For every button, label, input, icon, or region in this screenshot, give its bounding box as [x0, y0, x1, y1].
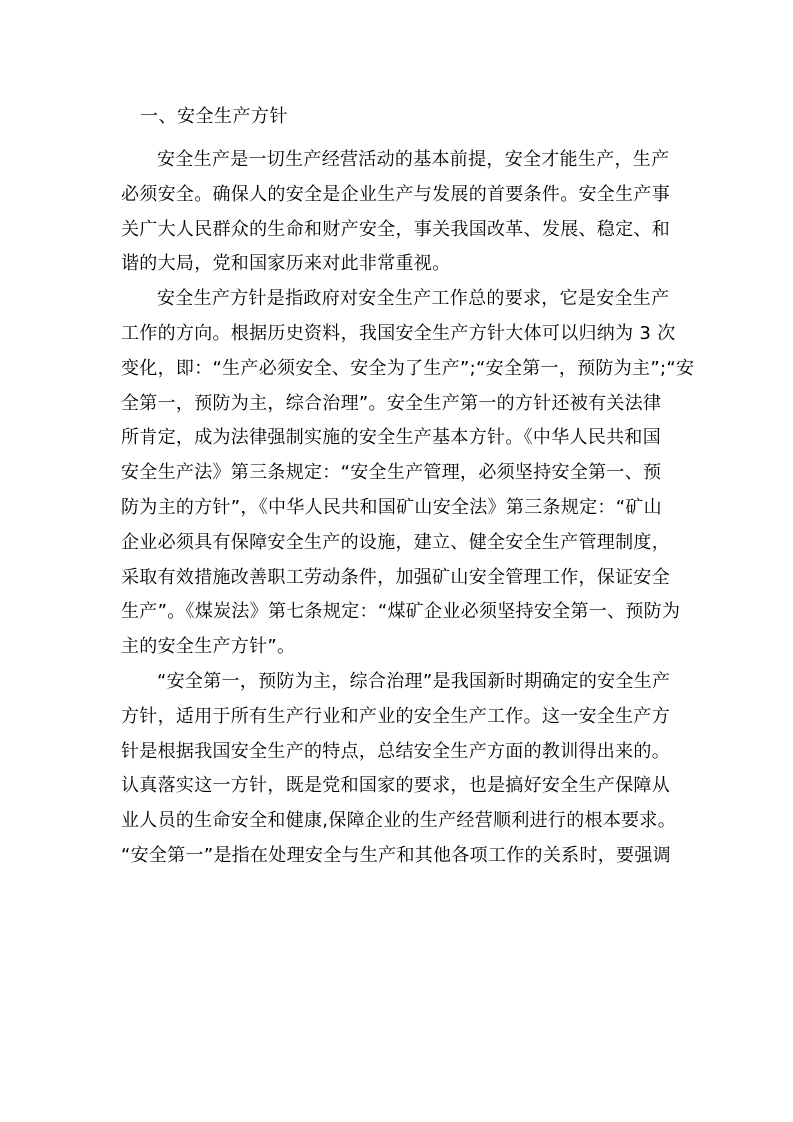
- text-line: 安全生产法》第三条规定：“安全生产管理，必须坚持安全第一、预: [121, 462, 662, 484]
- text-line: 主的安全生产方针”。: [121, 636, 296, 658]
- text-line: “安全第一，预防为主，综合治理”是我国新时期确定的安全生产: [157, 670, 671, 692]
- text-line: 企业必须具有保障安全生产的设施，建立、健全安全生产管理制度，: [121, 531, 670, 553]
- text-line: 认真落实这一方针，既是党和国家的要求，也是搞好安全生产保障从: [121, 775, 670, 797]
- paragraph-2: [121, 282, 695, 665]
- text-line: 关广大人民群众的生命和财产安全，事关我国改革、发展、稳定、和: [121, 218, 670, 240]
- text-line: 针是根据我国安全生产的特点，总结安全生产方面的教训得出来的。: [121, 740, 670, 762]
- text-line: 变化，即：“生产必须安全、安全为了生产”;“安全第一，预防为主”;“安: [121, 357, 695, 379]
- text-line: 安全生产是一切生产经营活动的基本前提，安全才能生产，生产: [157, 149, 670, 170]
- text-line: 工作的方向。根据历史资料，我国安全生产方针大体可以归纳为 3 次: [121, 322, 676, 344]
- text-line: 防为主的方针”，《中华人民共和国矿山安全法》第三条规定：“矿山: [121, 496, 662, 518]
- document-body: [121, 143, 695, 874]
- text-line: 安全生产方针是指政府对安全生产工作总的要求，它是安全生产: [157, 288, 670, 310]
- text-line: 必须安全。确保人的安全是企业生产与发展的首要条件。安全生产事: [121, 183, 670, 205]
- paragraph-3: [121, 665, 681, 874]
- text-line: 业人员的生命安全和健康,保障企业的生产经营顺利进行的根本要求。: [121, 810, 677, 832]
- section-heading: 一、安全生产方针: [140, 106, 288, 127]
- text-line: “安全第一”是指在处理安全与生产和其他各项工作的关系时，要强调: [121, 844, 671, 866]
- text-line: 所肯定，成为法律强制实施的安全生产基本方针。《中华人民共和国: [121, 427, 661, 449]
- text-line: 生产”。《煤炭法》第七条规定：“煤矿企业必须坚持安全第一、预防为: [121, 601, 681, 623]
- text-line: 全第一，预防为主，综合治理”。安全生产第一的方针还被有关法律: [121, 392, 662, 414]
- text-line: 谐的大局，党和国家历来对此非常重视。: [121, 253, 451, 275]
- text-line: 方针，适用于所有生产行业和产业的安全生产工作。这一安全生产方: [121, 705, 670, 727]
- text-line: 采取有效措施改善职工劳动条件，加强矿山安全管理工作，保证安全: [121, 566, 670, 588]
- paragraph-1: [121, 143, 681, 282]
